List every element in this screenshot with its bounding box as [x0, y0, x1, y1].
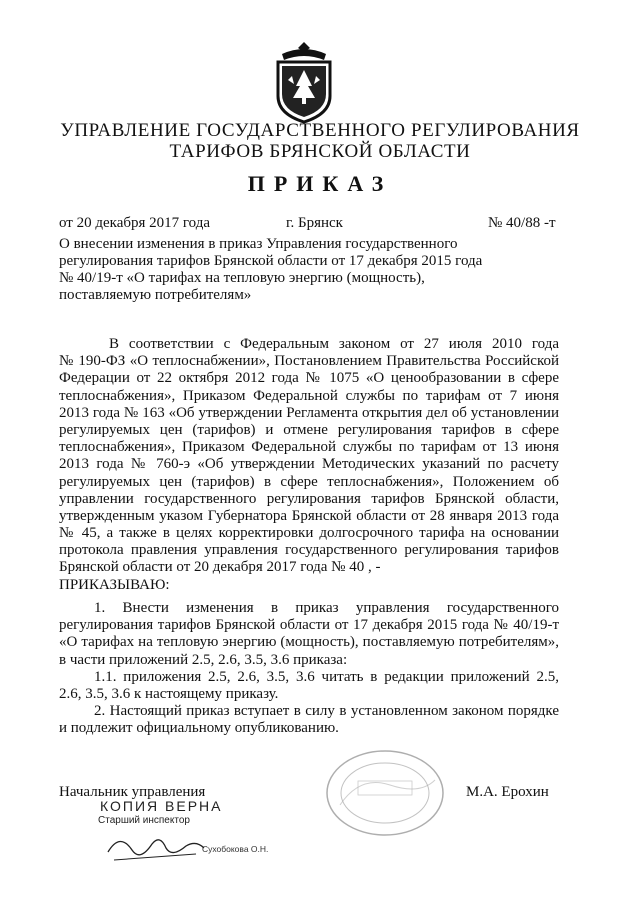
agency-name-line2: ТАРИФОВ БРЯНСКОЙ ОБЛАСТИ	[169, 141, 471, 162]
item2-line: 2. Настоящий приказ вступает в силу в установленном законом порядке	[94, 703, 559, 720]
preamble-line: В соответствии с Федеральным законом от 27 июля 2010 года	[109, 336, 559, 352]
preamble-line: управлении государственного регулирования тарифов Брянской области,	[59, 490, 559, 507]
subject-line: регулирования тарифов Брянской области от 17 декабря 2015 года	[59, 253, 483, 269]
document-title: ПРИКАЗ	[247, 171, 393, 196]
copy-stamp-title: КОПИЯ ВЕРНА	[100, 798, 223, 814]
preamble-line: № 190-ФЗ «О теплоснабжении», Постановлением Правительства Российской	[59, 353, 559, 370]
coat-of-arms-emblem	[268, 40, 340, 124]
order-date: от 20 декабря 2017 года	[59, 215, 211, 231]
item1-line: в части приложений 2.5, 2.6, 3.5, 3.6 приказа:	[59, 651, 348, 668]
item1-1-line: 2.6, 3.5, 3.6 к настоящему приказу.	[59, 685, 279, 702]
order-number: № 40/88 -т	[488, 215, 556, 231]
preamble-line: 2013 года № 760-э «Об утверждении Методических указаний по расчету	[59, 456, 559, 473]
preamble-line: № 45, а также в целях корректировки долгосрочного тарифа на основании	[59, 525, 559, 542]
preamble-line: протокола правления управления государственного регулирования тарифов	[59, 542, 559, 559]
preamble-line: регулируемых цен (тарифов) и отмене регулирования тарифов в сфере	[59, 421, 559, 438]
preamble-line: утвержденным указом Губернатора Брянской области от 28 января 2013 года	[59, 507, 559, 524]
order-city: г. Брянск	[286, 215, 343, 231]
subject-line: О внесении изменения в приказ Управления государственного	[59, 236, 458, 252]
order-subject	[59, 236, 483, 304]
signature-position: Начальник управления	[59, 784, 206, 800]
preamble-line: Федерации от 22 октября 2012 года № 1075 «О ценообразовании в сфере	[59, 370, 559, 387]
item1-1-line: 1.1. приложения 2.5, 2.6, 3.5, 3.6 читать в редакции приложений 2.5,	[94, 668, 559, 685]
copy-certification-stamp	[98, 798, 269, 854]
subject-line: поставляемую потребителям»	[59, 287, 252, 303]
item1-line: 1. Внести изменения в приказ управления государственного	[94, 600, 559, 616]
subject-line: № 40/19-т «О тарифах на тепловую энергию (мощность),	[59, 270, 425, 286]
signature-name: М.А. Ерохин	[466, 784, 549, 800]
copy-stamp-signer: Сухобокова О.Н.	[202, 844, 269, 854]
official-seal-stamp	[320, 745, 450, 840]
preamble-line: регулируемых цен (тарифов) в сфере теплоснабжения», Положением об	[59, 473, 559, 490]
preamble-line: теплоснабжения», Приказом Федеральной службы по тарифам от 13 июня	[59, 439, 559, 456]
copy-stamp-role: Старший инспектор	[98, 815, 190, 826]
item1-line: «О тарифах на тепловую энергию (мощность), поставляемую потребителям»,	[59, 634, 559, 651]
handwritten-signature	[100, 822, 210, 872]
preamble-line: 2013 года № 163 «Об утверждении Регламента открытия дел об установлении	[59, 404, 559, 421]
preamble-line: теплоснабжения», Приказом Федеральной службы по тарифам от 7 июня	[59, 387, 559, 404]
preamble	[59, 336, 559, 594]
agency-name-line1: УПРАВЛЕНИЕ ГОСУДАРСТВЕННОГО РЕГУЛИРОВАНИЯ	[60, 120, 580, 141]
item2-line: и подлежит официальному опубликованию.	[59, 720, 339, 737]
preamble-line: Брянской области от 20 декабря 2017 года № 40 , -	[59, 559, 381, 576]
order-word: ПРИКАЗЫВАЮ:	[59, 576, 170, 593]
order-items	[59, 600, 559, 738]
item1-line: регулирования тарифов Брянской области от 17 декабря 2015 года № 40/19-т	[59, 617, 559, 634]
